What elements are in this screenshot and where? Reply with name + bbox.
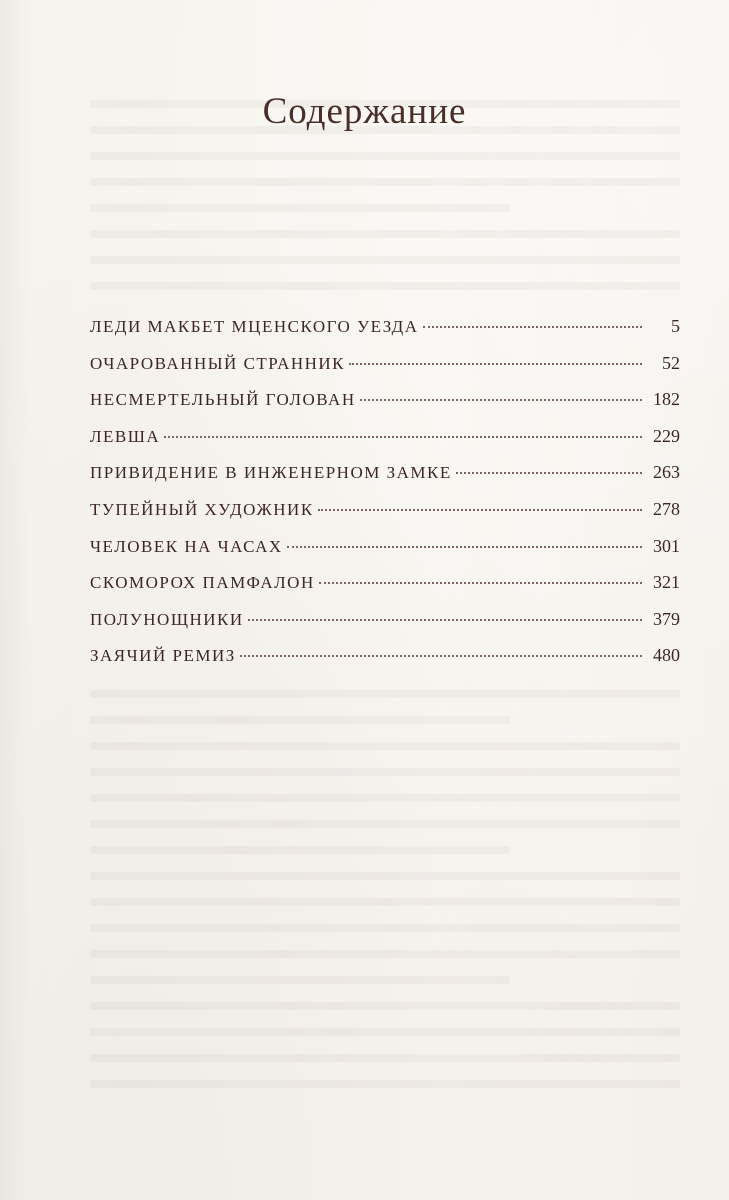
show-through-line bbox=[90, 742, 680, 750]
toc-entry-title: ОЧАРОВАННЫЙ СТРАННИК bbox=[90, 353, 346, 373]
toc-entry-page: 379 bbox=[653, 608, 680, 629]
show-through-line bbox=[90, 1028, 680, 1036]
show-through-line bbox=[90, 152, 680, 160]
toc-entry-title: СКОМОРОХ ПАМФАЛОН bbox=[90, 573, 315, 593]
toc-leader-dots bbox=[360, 399, 642, 401]
show-through-line bbox=[90, 282, 680, 290]
toc-leader-dots bbox=[287, 546, 642, 548]
show-through-line bbox=[90, 976, 510, 984]
toc-entry[interactable] bbox=[90, 645, 680, 682]
show-through-line bbox=[90, 950, 680, 958]
show-through-line bbox=[90, 1054, 680, 1062]
show-through-line bbox=[90, 768, 680, 776]
show-through-line bbox=[90, 1080, 680, 1088]
toc-entry[interactable] bbox=[90, 426, 680, 463]
toc-entry[interactable] bbox=[90, 609, 680, 646]
toc-entry-page: 5 bbox=[671, 316, 680, 336]
toc-entry-title: НЕСМЕРТЕЛЬНЫЙ ГОЛОВАН bbox=[90, 390, 356, 410]
toc-leader-dots bbox=[318, 509, 642, 511]
toc-entry-page: 480 bbox=[653, 645, 680, 666]
toc-entry[interactable] bbox=[90, 572, 680, 609]
show-through-line bbox=[90, 690, 680, 698]
show-through-line bbox=[90, 846, 510, 854]
toc-entry-page: 278 bbox=[653, 498, 680, 519]
toc-entry-page: 182 bbox=[653, 389, 680, 410]
show-through-line bbox=[90, 898, 680, 906]
toc-leader-dots bbox=[248, 619, 642, 621]
toc-leader-dots bbox=[423, 326, 642, 328]
show-through-line bbox=[90, 716, 510, 724]
toc-leader-dots bbox=[456, 472, 642, 474]
toc-entry-title: ЛЕДИ МАКБЕТ МЦЕНСКОГО УЕЗДА bbox=[90, 317, 419, 336]
toc-entry-title: ЧЕЛОВЕК НА ЧАСАХ bbox=[90, 536, 283, 556]
show-through-line bbox=[90, 924, 680, 932]
toc-entry[interactable] bbox=[90, 316, 680, 353]
toc-entry-title: ЛЕВША bbox=[90, 426, 161, 446]
toc-entry[interactable] bbox=[90, 353, 680, 390]
toc-entry[interactable] bbox=[90, 499, 680, 536]
toc-entry-page: 229 bbox=[653, 425, 680, 446]
toc-leader-dots bbox=[349, 363, 642, 365]
toc-entry[interactable] bbox=[90, 462, 680, 499]
show-through-line bbox=[90, 820, 680, 828]
show-through-line bbox=[90, 1002, 680, 1010]
toc-leader-dots bbox=[164, 436, 642, 438]
table-of-contents bbox=[90, 316, 680, 682]
show-through-line bbox=[90, 872, 680, 880]
show-through-line bbox=[90, 178, 680, 186]
page-title: Содержание bbox=[262, 91, 467, 132]
toc-entry-page: 263 bbox=[653, 462, 680, 483]
toc-entry-title: ПРИВИДЕНИЕ В ИНЖЕНЕРНОМ ЗАМКЕ bbox=[90, 463, 452, 483]
toc-entry-page: 321 bbox=[653, 572, 680, 593]
toc-entry-title: ЗАЯЧИЙ РЕМИЗ bbox=[90, 646, 236, 666]
toc-leader-dots bbox=[319, 582, 642, 584]
toc-entry[interactable] bbox=[90, 389, 680, 426]
toc-entry[interactable] bbox=[90, 536, 680, 573]
show-through-line bbox=[90, 256, 680, 264]
show-through-line bbox=[90, 230, 680, 238]
toc-entry-title: ПОЛУНОЩНИКИ bbox=[90, 609, 244, 629]
toc-leader-dots bbox=[240, 655, 642, 657]
toc-entry-page: 301 bbox=[653, 535, 680, 556]
show-through-line bbox=[90, 794, 680, 802]
toc-entry-page: 52 bbox=[662, 352, 680, 373]
show-through-line bbox=[90, 204, 510, 212]
toc-entry-title: ТУПЕЙНЫЙ ХУДОЖНИК bbox=[90, 499, 314, 519]
